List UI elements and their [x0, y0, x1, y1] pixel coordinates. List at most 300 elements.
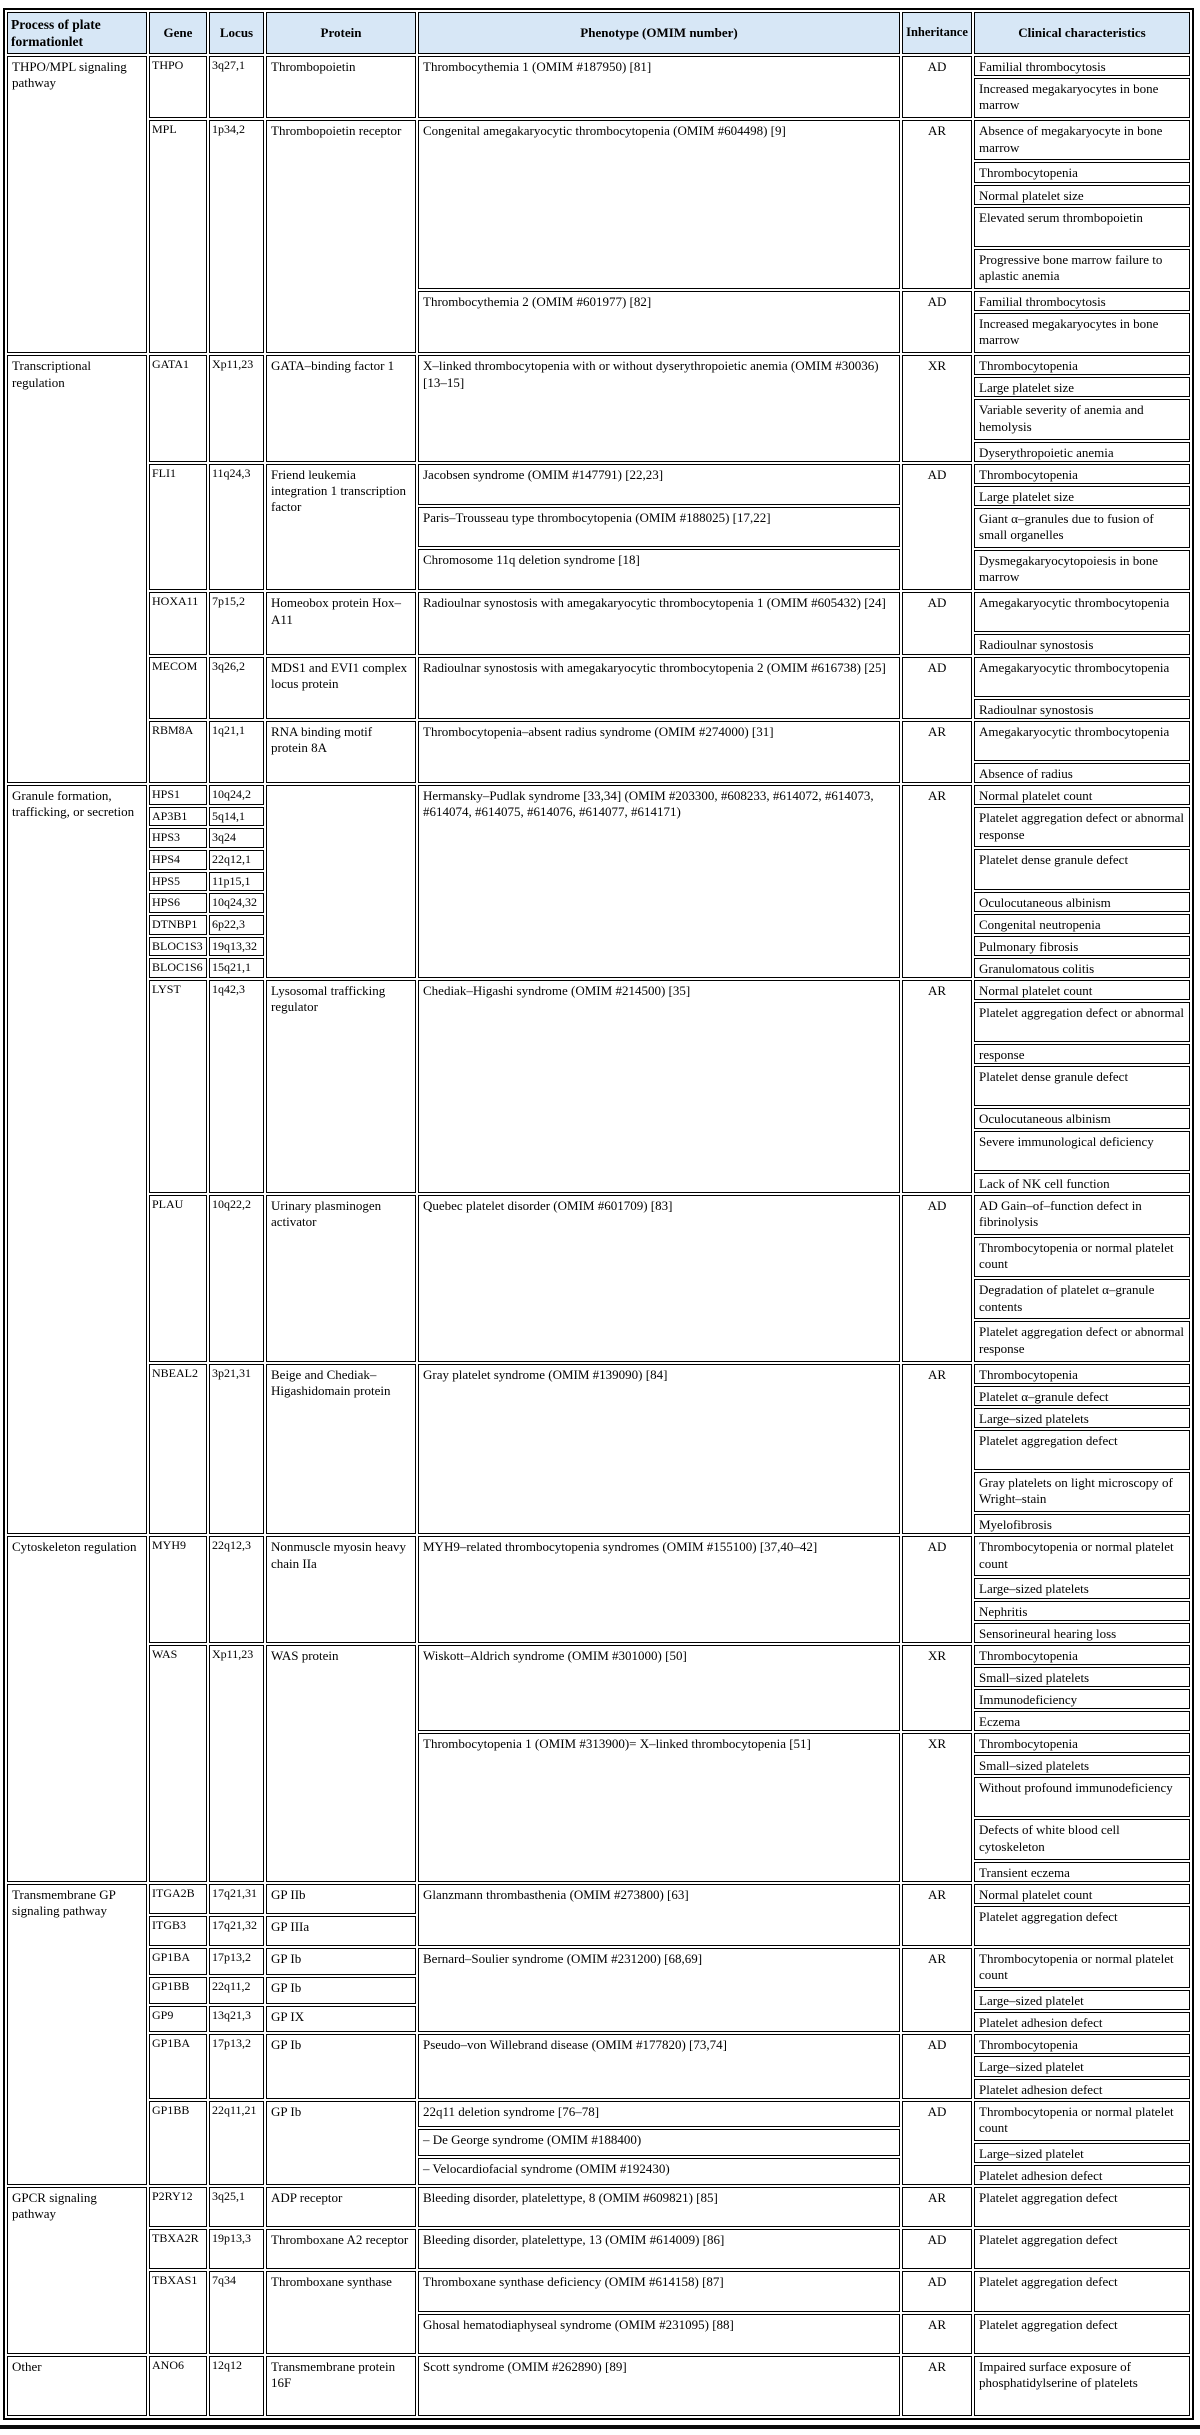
clinical-stack: [974, 1645, 1190, 1731]
protein-stack: [266, 2187, 416, 2227]
phenotype-stack: [418, 1645, 900, 1731]
phenotype-cell: Hermansky–Pudlak syndrome [33,34] (OMIM #203300, #608233, #614072, #614073, #614074, #614075, #614076, #614077, #614171): [418, 785, 900, 978]
inheritance-cell: AD: [902, 56, 972, 118]
gene-cell: LYST: [149, 980, 207, 1193]
phenotype-cell: Radioulnar synostosis with amegakaryocytic thrombocytopenia 1 (OMIM #605432) [24]: [418, 592, 900, 654]
clinical-cell: Immunodeficiency: [974, 1689, 1190, 1709]
protein-stack: [266, 1645, 416, 1882]
clinical-stack: [974, 980, 1190, 1193]
clinical-stack: [974, 464, 1190, 591]
inheritance-cell: AR: [902, 2356, 972, 2416]
clinical-cell: Sensorineural hearing loss: [974, 1623, 1190, 1643]
clinical-cell: Platelet aggregation defect: [974, 2229, 1190, 2269]
clinical-stack: [974, 120, 1190, 289]
phenotype-stack: [418, 1948, 900, 2032]
inheritance-cell: AR: [902, 2314, 972, 2354]
phenotype-stack: [418, 1733, 900, 1882]
clinical-cell: Elevated serum thrombopoietin: [974, 207, 1190, 247]
phenotype-cell: Thrombocytopenia 1 (OMIM #313900)= X–linked thrombocytopenia [51]: [418, 1733, 900, 1882]
clinical-cell: Platelet aggregation defect: [974, 2271, 1190, 2311]
locus-cell: 3q27,1: [209, 56, 264, 118]
gene-group: [149, 1884, 1190, 1946]
clinical-cell: Normal platelet count: [974, 980, 1190, 1000]
gene-cell: ANO6: [149, 2356, 207, 2416]
gene-cell: NBEAL2: [149, 1364, 207, 1535]
locus-cell: 11p15,1: [209, 872, 264, 892]
col-header-clinical: Clinical characteristics: [974, 12, 1190, 54]
protein-stack: [266, 1364, 416, 1535]
clinical-cell: Amegakaryocytic thrombocytopenia: [974, 657, 1190, 697]
locus-cell: 10q24,2: [209, 785, 264, 805]
inheritance-cell: AR: [902, 2187, 972, 2227]
gene-stack: [149, 2101, 207, 2185]
phenotype-row: [418, 2314, 1190, 2354]
gene-group: [149, 657, 1190, 719]
clinical-cell: Gray platelets on light microscopy of Wright–stain: [974, 1472, 1190, 1512]
clinical-cell: Progressive bone marrow failure to aplastic anemia: [974, 249, 1190, 289]
phenotype-row: [418, 1884, 1190, 1946]
phenotype-area: [418, 1195, 1190, 1362]
locus-stack: [209, 120, 264, 353]
clinical-cell: Thrombocytopenia: [974, 1645, 1190, 1665]
clinical-cell: Thrombocytopenia: [974, 2034, 1190, 2054]
phenotype-area: [418, 785, 1190, 978]
phenotype-stack: [418, 980, 900, 1193]
phenotype-cell: Ghosal hematodiaphyseal syndrome (OMIM #231095) [88]: [418, 2314, 900, 2354]
gene-stack: [149, 2187, 207, 2227]
inheritance-cell: AD: [902, 2229, 972, 2269]
clinical-cell: Impaired surface exposure of phosphatidylserine of platelets: [974, 2356, 1190, 2416]
phenotype-stack: [418, 2101, 900, 2185]
locus-cell: 19p13,3: [209, 2229, 264, 2269]
clinical-cell: Thrombocytopenia: [974, 355, 1190, 375]
phenotype-stack: [418, 1364, 900, 1535]
section-groups: [149, 1884, 1190, 2185]
phenotype-stack: [418, 120, 900, 289]
gene-stack: [149, 2271, 207, 2353]
locus-cell: 11q24,3: [209, 464, 264, 591]
locus-cell: 22q12,3: [209, 1536, 264, 1642]
protein-stack: [266, 2101, 416, 2185]
phenotype-stack: [418, 1884, 900, 1946]
protein-stack: [266, 120, 416, 353]
inheritance-cell: AD: [902, 2034, 972, 2098]
col-header-locus: Locus: [209, 12, 264, 54]
phenotype-cell: Thrombocytopenia–absent radius syndrome (OMIM #274000) [31]: [418, 721, 900, 783]
clinical-cell: Thrombocytopenia or normal platelet count: [974, 1237, 1190, 1277]
phenotype-stack: [418, 2187, 900, 2227]
gene-group: [149, 2101, 1190, 2185]
locus-cell: Xp11,23: [209, 355, 264, 461]
phenotype-cell: Glanzmann thrombasthenia (OMIM #273800) [63]: [418, 1884, 900, 1946]
inheritance-cell: AR: [902, 1364, 972, 1535]
clinical-cell: Large–sized platelets: [974, 1408, 1190, 1428]
clinical-cell: Absence of megakaryocyte in bone marrow: [974, 120, 1190, 160]
clinical-stack: [974, 2187, 1190, 2227]
phenotype-area: [418, 721, 1190, 783]
gene-group: [149, 464, 1190, 591]
clinical-cell: Familial thrombocytosis: [974, 56, 1190, 76]
protein-stack: [266, 1195, 416, 1362]
clinical-cell: Normal platelet size: [974, 185, 1190, 205]
phenotype-stack: [418, 721, 900, 783]
locus-cell: 1q21,1: [209, 721, 264, 783]
clinical-cell: Increased megakaryocytes in bone marrow: [974, 313, 1190, 353]
clinical-stack: [974, 2101, 1190, 2185]
gene-cell: AP3B1: [149, 807, 207, 827]
phenotype-area: [418, 1645, 1190, 1882]
phenotype-stack: [418, 2229, 900, 2269]
locus-cell: 3q24: [209, 828, 264, 848]
locus-stack: [209, 2187, 264, 2227]
phenotype-cell: Congenital amegakaryocytic thrombocytopenia (OMIM #604498) [9]: [418, 120, 900, 289]
clinical-stack: [974, 1536, 1190, 1642]
inheritance-cell: AD: [902, 1536, 972, 1642]
protein-cell: [266, 785, 416, 978]
phenotype-area: [418, 2187, 1190, 2227]
clinical-cell: Large–sized platelets: [974, 1578, 1190, 1598]
clinical-stack: [974, 355, 1190, 461]
locus-stack: [209, 2101, 264, 2185]
locus-stack: [209, 355, 264, 461]
section-groups: [149, 2187, 1190, 2354]
col-header-protein: Protein: [266, 12, 416, 54]
gene-cell: HPS1: [149, 785, 207, 805]
clinical-cell: Platelet aggregation defect: [974, 2187, 1190, 2227]
protein-cell: GP IIIa: [266, 1916, 416, 1946]
inheritance-cell: AD: [902, 291, 972, 353]
clinical-stack: [974, 1948, 1190, 2032]
phenotype-cell: Pseudo–von Willebrand disease (OMIM #177820) [73,74]: [418, 2034, 900, 2098]
gene-cell: TBXAS1: [149, 2271, 207, 2353]
process-cell: GPCR signaling pathway: [7, 2187, 147, 2354]
phenotype-row: [418, 2271, 1190, 2311]
section-groups: [149, 785, 1190, 1534]
gene-group: [149, 2229, 1190, 2269]
gene-cell: FLI1: [149, 464, 207, 591]
protein-cell: WAS protein: [266, 1645, 416, 1882]
section-groups: [149, 56, 1190, 353]
gene-stack: [149, 980, 207, 1193]
inheritance-cell: AD: [902, 592, 972, 654]
clinical-cell: Large–sized platelet: [974, 2056, 1190, 2076]
gene-cell: GP1BA: [149, 2034, 207, 2098]
gene-stack: [149, 56, 207, 118]
clinical-stack: [974, 2229, 1190, 2269]
phenotype-cell: Radioulnar synostosis with amegakaryocytic thrombocytopenia 2 (OMIM #616738) [25]: [418, 657, 900, 719]
protein-stack: [266, 2034, 416, 2098]
locus-cell: 3q26,2: [209, 657, 264, 719]
gene-group: [149, 2271, 1190, 2353]
protein-cell: Thrombopoietin: [266, 56, 416, 118]
clinical-cell: Platelet dense granule defect: [974, 1066, 1190, 1106]
gene-stack: [149, 1195, 207, 1362]
clinical-cell: Amegakaryocytic thrombocytopenia: [974, 592, 1190, 632]
locus-cell: 1p34,2: [209, 120, 264, 353]
process-cell: Granule formation, trafficking, or secretion: [7, 785, 147, 1534]
phenotype-cell: Wiskott–Aldrich syndrome (OMIM #301000) [50]: [418, 1645, 900, 1731]
clinical-cell: Platelet aggregation defect: [974, 1906, 1190, 1946]
gene-cell: GP1BB: [149, 2101, 207, 2185]
inheritance-cell: XR: [902, 355, 972, 461]
phenotype-area: [418, 2229, 1190, 2269]
clinical-cell: Variable severity of anemia and hemolysis: [974, 399, 1190, 439]
phenotype-area: [418, 464, 1190, 591]
clinical-cell: AD Gain–of–function defect in fibrinolysis: [974, 1195, 1190, 1235]
inheritance-cell: AD: [902, 1195, 972, 1362]
gene-cell: BLOC1S3: [149, 937, 207, 957]
locus-cell: 17q21,32: [209, 1916, 264, 1946]
clinical-stack: [974, 2314, 1190, 2354]
gene-group: [149, 1948, 1190, 2032]
gene-cell: P2RY12: [149, 2187, 207, 2227]
clinical-cell: Transient eczema: [974, 1862, 1190, 1882]
table-section: [7, 2187, 1190, 2354]
clinical-stack: [974, 721, 1190, 783]
phenotype-cell: Thromboxane synthase deficiency (OMIM #614158) [87]: [418, 2271, 900, 2311]
gene-cell: DTNBP1: [149, 915, 207, 935]
clinical-cell: Large–sized platelet: [974, 2143, 1190, 2163]
gene-cell: ITGA2B: [149, 1884, 207, 1914]
gene-group: [149, 980, 1190, 1193]
clinical-cell: Platelet dense granule defect: [974, 849, 1190, 889]
clinical-cell: Amegakaryocytic thrombocytopenia: [974, 721, 1190, 761]
protein-cell: GATA–binding factor 1: [266, 355, 416, 461]
clinical-cell: Platelet adhesion defect: [974, 2079, 1190, 2099]
gene-group: [149, 1536, 1190, 1642]
process-cell: Other: [7, 2356, 147, 2416]
locus-stack: [209, 1884, 264, 1946]
clinical-cell: Dysmegakaryocytopoiesis in bone marrow: [974, 550, 1190, 590]
clinical-cell: Thrombocytopenia or normal platelet count: [974, 1948, 1190, 1988]
clinical-cell: Platelet aggregation defect: [974, 1430, 1190, 1470]
clinical-stack: [974, 2271, 1190, 2311]
clinical-cell: Thrombocytopenia: [974, 162, 1190, 182]
clinical-stack: [974, 1733, 1190, 1882]
phenotype-cell: Bernard–Soulier syndrome (OMIM #231200) [68,69]: [418, 1948, 900, 2032]
phenotype-area: [418, 980, 1190, 1193]
clinical-cell: Small–sized platelets: [974, 1667, 1190, 1687]
phenotype-area: [418, 120, 1190, 353]
clinical-cell: Increased megakaryocytes in bone marrow: [974, 78, 1190, 118]
protein-cell: Urinary plasminogen activator: [266, 1195, 416, 1362]
locus-cell: 7p15,2: [209, 592, 264, 654]
phenotype-row: [418, 1536, 1190, 1642]
gene-cell: BLOC1S6: [149, 958, 207, 978]
gene-stack: [149, 2356, 207, 2416]
clinical-cell: Thrombocytopenia or normal platelet count: [974, 2101, 1190, 2141]
clinical-stack: [974, 2034, 1190, 2098]
protein-stack: [266, 592, 416, 654]
gene-stack: [149, 355, 207, 461]
phenotype-area: [418, 56, 1190, 118]
inheritance-cell: AD: [902, 657, 972, 719]
table-section: [7, 56, 1190, 353]
gene-group: [149, 2187, 1190, 2227]
protein-cell: Lysosomal trafficking regulator: [266, 980, 416, 1193]
phenotype-cell: Jacobsen syndrome (OMIM #147791) [22,23]: [418, 464, 900, 505]
phenotype-area: [418, 657, 1190, 719]
clinical-cell: Dyserythropoietic anemia: [974, 442, 1190, 462]
gene-stack: [149, 657, 207, 719]
phenotype-row: [418, 785, 1190, 978]
phenotype-stack: [418, 2034, 900, 2098]
bottom-rule: [0, 2425, 1200, 2429]
gene-group: [149, 56, 1190, 118]
col-header-process: Process of plate formationlet: [7, 12, 147, 54]
protein-stack: [266, 980, 416, 1193]
phenotype-area: [418, 2271, 1190, 2353]
gene-cell: PLAU: [149, 1195, 207, 1362]
protein-cell: Transmembrane protein 16F: [266, 2356, 416, 2416]
phenotype-row: [418, 1195, 1190, 1362]
phenotype-row: [418, 1364, 1190, 1535]
phenotype-stack: [418, 2356, 900, 2416]
locus-cell: 5q14,1: [209, 807, 264, 827]
gene-cell: HPS6: [149, 893, 207, 913]
protein-stack: [266, 2271, 416, 2353]
clinical-cell: Platelet α–granule defect: [974, 1386, 1190, 1406]
phenotype-row: [418, 1645, 1190, 1731]
gene-stack: [149, 464, 207, 591]
phenotype-row: [418, 592, 1190, 654]
locus-cell: 1q42,3: [209, 980, 264, 1193]
locus-stack: [209, 657, 264, 719]
phenotype-stack: [418, 291, 900, 353]
phenotype-stack: [418, 592, 900, 654]
gene-cell: GATA1: [149, 355, 207, 461]
clinical-cell: Degradation of platelet α–granule contents: [974, 1279, 1190, 1319]
gene-group: [149, 1195, 1190, 1362]
clinical-cell: Thrombocytopenia: [974, 1364, 1190, 1384]
gene-cell: MECOM: [149, 657, 207, 719]
protein-stack: [266, 464, 416, 591]
protein-stack: [266, 2229, 416, 2269]
gene-cell: HPS4: [149, 850, 207, 870]
protein-cell: Beige and Chediak–Higashidomain protein: [266, 1364, 416, 1535]
gene-stack: [149, 1364, 207, 1535]
gene-stack: [149, 592, 207, 654]
phenotype-stack: [418, 2271, 900, 2311]
clinical-cell: Platelet adhesion defect: [974, 2012, 1190, 2032]
phenotype-row: [418, 120, 1190, 289]
gene-group: [149, 592, 1190, 654]
clinical-cell: Platelet adhesion defect: [974, 2165, 1190, 2185]
locus-cell: 10q24,32: [209, 893, 264, 913]
clinical-cell: Familial thrombocytosis: [974, 291, 1190, 311]
table-section: [7, 2356, 1190, 2416]
phenotype-stack: [418, 464, 900, 591]
table-section: [7, 785, 1190, 1534]
protein-cell: ADP receptor: [266, 2187, 416, 2227]
phenotype-row: [418, 355, 1190, 461]
protein-cell: GP Ib: [266, 1977, 416, 2004]
locus-stack: [209, 785, 264, 978]
clinical-stack: [974, 2356, 1190, 2416]
phenotype-row: [418, 56, 1190, 118]
clinical-cell: Giant α–granules due to fusion of small organelles: [974, 508, 1190, 548]
process-cell: Cytoskeleton regulation: [7, 1536, 147, 1881]
phenotype-stack: [418, 657, 900, 719]
locus-cell: 19q13,32: [209, 937, 264, 957]
inheritance-cell: AD: [902, 2101, 972, 2185]
gene-cell: TBXA2R: [149, 2229, 207, 2269]
phenotype-cell: X–linked thrombocytopenia with or without dyserythropoietic anemia (OMIM #30036) [13–15]: [418, 355, 900, 461]
clinical-cell: Oculocutaneous albinism: [974, 1108, 1190, 1128]
locus-stack: [209, 721, 264, 783]
phenotype-cell: Paris–Trousseau type thrombocytopenia (OMIM #188025) [17,22]: [418, 507, 900, 548]
locus-cell: 13q21,3: [209, 2006, 264, 2033]
locus-stack: [209, 464, 264, 591]
phenotype-cell: Thrombocythemia 1 (OMIM #187950) [81]: [418, 56, 900, 118]
phenotype-row: [418, 1733, 1190, 1882]
gene-group: [149, 120, 1190, 353]
locus-stack: [209, 2034, 264, 2098]
phenotype-row: [418, 980, 1190, 1193]
locus-cell: 10q22,2: [209, 1195, 264, 1362]
protein-stack: [266, 1948, 416, 2032]
protein-stack: [266, 56, 416, 118]
clinical-stack: [974, 1364, 1190, 1535]
clinical-cell: Large platelet size: [974, 486, 1190, 506]
header-row: [7, 12, 1190, 54]
gene-stack: [149, 721, 207, 783]
protein-cell: Thromboxane synthase: [266, 2271, 416, 2353]
gene-cell: HOXA11: [149, 592, 207, 654]
protein-cell: Friend leukemia integration 1 transcription factor: [266, 464, 416, 591]
clinical-cell: Platelet aggregation defect: [974, 2314, 1190, 2354]
gene-group: [149, 355, 1190, 461]
phenotype-cell: Gray platelet syndrome (OMIM #139090) [84]: [418, 1364, 900, 1535]
inheritance-cell: XR: [902, 1645, 972, 1731]
phenotype-stack: [418, 56, 900, 118]
gene-stack: [149, 1645, 207, 1882]
protein-stack: [266, 2356, 416, 2416]
locus-stack: [209, 2229, 264, 2269]
gene-group: [149, 1364, 1190, 1535]
protein-cell: GP Ib: [266, 2034, 416, 2098]
clinical-cell: Small–sized platelets: [974, 1755, 1190, 1775]
locus-cell: 17p13,2: [209, 2034, 264, 2098]
inheritance-cell: AR: [902, 1948, 972, 2032]
process-cell: Transcriptional regulation: [7, 355, 147, 783]
locus-stack: [209, 980, 264, 1193]
phenotype-row: [418, 2101, 1190, 2185]
clinical-stack: [974, 592, 1190, 654]
locus-cell: 22q12,1: [209, 850, 264, 870]
protein-cell: RNA binding motif protein 8A: [266, 721, 416, 783]
clinical-cell: Lack of NK cell function: [974, 1173, 1190, 1193]
phenotype-cell: Thrombocythemia 2 (OMIM #601977) [82]: [418, 291, 900, 353]
gene-group: [149, 2356, 1190, 2416]
protein-cell: Thrombopoietin receptor: [266, 120, 416, 353]
locus-cell: 7q34: [209, 2271, 264, 2353]
phenotype-area: [418, 2101, 1190, 2185]
protein-cell: MDS1 and EVI1 complex locus protein: [266, 657, 416, 719]
locus-cell: Xp11,23: [209, 1645, 264, 1882]
phenotype-stack: [418, 785, 900, 978]
inheritance-cell: AR: [902, 120, 972, 289]
phenotype-row: [418, 721, 1190, 783]
genes-table: [3, 8, 1194, 2420]
gene-cell: ITGB3: [149, 1916, 207, 1946]
protein-cell: GP Ib: [266, 1948, 416, 1975]
clinical-cell: Normal platelet count: [974, 1884, 1190, 1904]
table-section: [7, 1536, 1190, 1881]
phenotype-area: [418, 1884, 1190, 1946]
clinical-stack: [974, 1195, 1190, 1362]
locus-cell: 3p21,31: [209, 1364, 264, 1535]
